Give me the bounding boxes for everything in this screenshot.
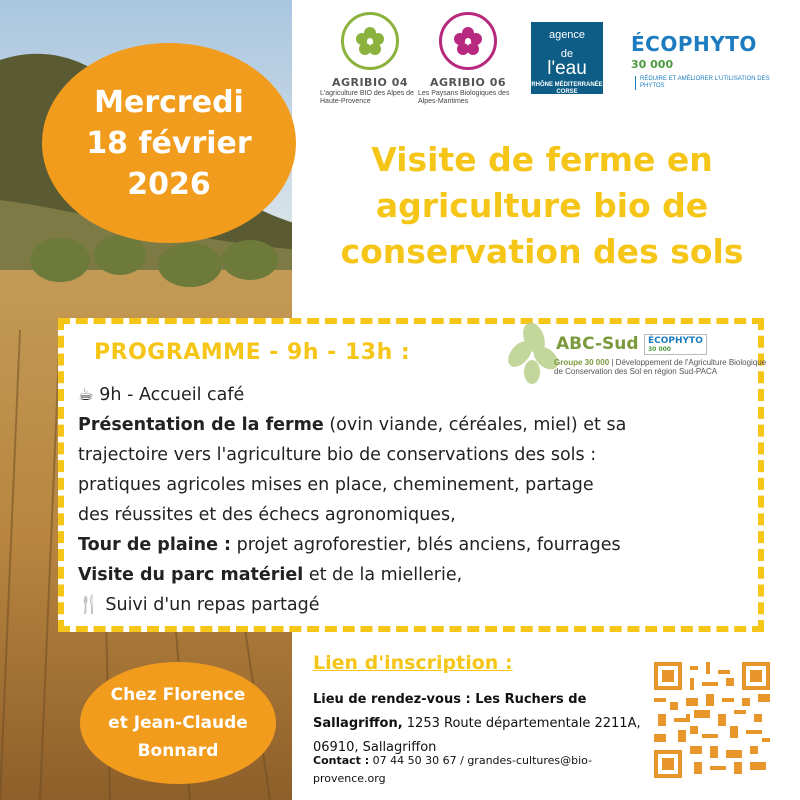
tour-text: projet agroforestier, blés anciens, fourrages [231,535,621,555]
program-text-line: des réussites et des échecs agronomiques, [78,505,456,525]
program-body [78,380,758,620]
agence-eau-line3: l'eau [547,58,587,79]
agribio06-subtitle: Les Paysans Biologiques des Alpes-Maritimes [418,90,510,105]
host-line3: Bonnard [137,741,219,761]
program-text-line: trajectoire vers l'agriculture bio de conservations des sols : [78,445,597,465]
contact-info [313,752,643,788]
meeting-place-address: 1253 Route départementale 2211A, 06910, Sallagriffon [313,716,641,755]
event-weekday: Mercredi [94,84,244,120]
qr-code-icon[interactable] [654,662,770,778]
abc-ecophyto-badge [644,334,707,355]
agence-eau-logo [531,22,603,94]
agence-eau-line1: agence [548,29,586,41]
flower-icon [341,12,399,70]
event-day-month: 18 février [86,125,252,161]
agribio04-name: AGRIBIO 04 [331,76,409,89]
program-box [58,318,767,632]
program-text-line: pratiques agricoles mises en place, cheminement, partage [78,475,594,495]
program-item-accueil [78,380,758,410]
abc-group: Groupe 30 000 [554,358,610,367]
event-year: 2026 [127,166,211,202]
event-date-badge [42,43,296,243]
agence-eau-line2: de [560,48,574,60]
event-title-line1: Visite de ferme en [371,140,713,179]
abc-ecophyto-brand: ÉCOPHYTO [648,336,703,346]
ecophyto-number: 30 000 [631,58,674,72]
flower-icon [439,12,497,70]
meeting-place-label: Lieu de rendez-vous : Les Ruchers de Sallagriffon, [313,692,587,731]
presentation-text: (ovin viande, céréales, miel) et sa [323,415,627,435]
accueil-text: 9h - Accueil café [99,385,245,405]
agribio06-name: AGRIBIO 06 [429,76,507,89]
agribio06-logo [418,12,518,106]
repas-text: Suivi d'un repas partagé [105,595,320,615]
agribio04-subtitle: L'agriculture BIO des Alpes de Haute-Provence [320,90,414,105]
registration-link[interactable]: Lien d'inscription : [313,652,513,674]
ecophyto-brand: ÉCOPHYTO [631,32,757,56]
program-item-visite [78,560,758,590]
agence-eau-line4: RHÔNE MÉDITERRANÉE CORSE [531,82,603,95]
program-item-repas [78,590,758,620]
event-title-line2: agriculture bio de [375,186,709,225]
visite-text: et de la miellerie, [303,565,463,585]
meeting-place [313,688,643,760]
abc-description-text: Développement de l'Agriculture Biologique de Conservation des Sol en région Sud-PACA [554,358,767,376]
host-badge [80,662,276,784]
ecophyto-logo [631,32,791,92]
program-item-tour [78,530,758,560]
event-title-line3: conservation des sols [340,232,744,271]
contact-label: Contact : [313,754,370,767]
host-line2: et Jean-Claude [108,713,248,733]
coffee-icon: ☕ [78,385,94,405]
abc-sud-title: ABC-Sud [556,334,639,354]
program-heading: PROGRAMME - 9h - 13h : [94,340,411,365]
abc-ecophyto-number: 30 000 [648,346,671,353]
presentation-label: Présentation de la ferme [78,415,324,435]
event-title [312,137,772,275]
contact-details: 07 44 50 30 67 / grandes-cultures@bio-provence.org [313,754,593,785]
host-line1: Chez Florence [110,685,246,705]
cutlery-icon: 🍴 [78,595,100,615]
agribio04-logo [320,12,420,106]
program-item-presentation [78,410,758,440]
leaves-icon [504,318,564,388]
ecophyto-tagline: RÉDUIRE ET AMÉLIORER L'UTILISATION DES PHYTOS [635,76,791,90]
abc-sud-description: Groupe 30 000 | Développement de l'Agriculture Biologique de Conservation des Sol en région Sud-PACA [554,358,767,376]
tour-label: Tour de plaine : [78,535,232,555]
visite-label: Visite du parc matériel [78,565,304,585]
